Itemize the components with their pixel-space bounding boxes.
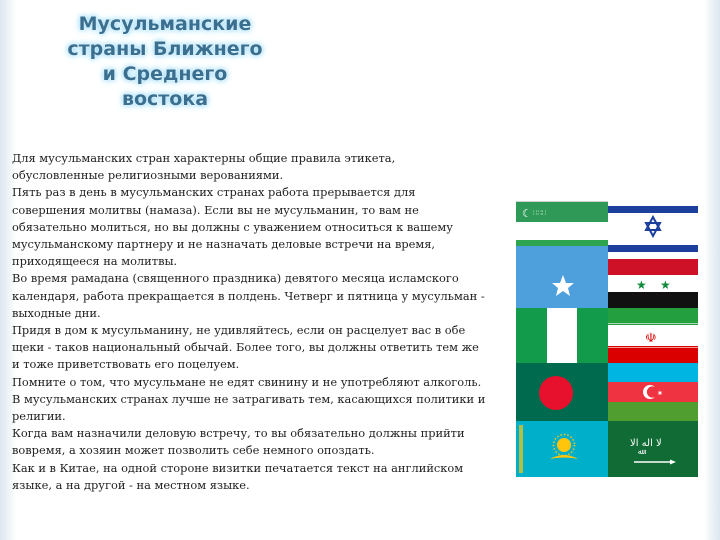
slide-title (40, 12, 290, 112)
azerbaijan-flag (608, 363, 698, 421)
svg-text:★: ★ (660, 278, 671, 292)
paragraph: Когда вам назначили деловую встречу, то вы обязательно должны прийти вовремя, а хозяин может позволить себе немного опоздать. (12, 426, 465, 458)
paragraph: Помните о том, что мусульмане не едят свинину и не употребляют алкоголь. (12, 374, 482, 389)
somalia-flag (516, 240, 608, 308)
title-line: востока (121, 88, 209, 110)
nigeria-flag (516, 308, 608, 363)
paragraph: Для мусульманских стран характерны общие правила этикета, обусловленные религиозными верованиями. (12, 151, 396, 183)
svg-text:∷∷∷: ∷∷∷ (533, 209, 547, 217)
slide-body-text (12, 150, 490, 494)
paragraph: Придя в дом к мусульманину, не удивляйтесь, если он расцелует вас в обе щеки - таков национальный обычай. Более того, вы должны ответить тем же и тоже приветствовать его поцелуем. (12, 323, 479, 372)
kazakhstan-flag (516, 421, 608, 477)
paragraph: Пять раз в день в мусульманских странах работа прерывается для совершения молитвы (намаза). Если вы не мусульманин, то вам не обязательно молиться, но вы должны с уважением относиться к вашему мусульманскому партнеру и не назначать деловые встречи на время, приходящееся на молитвы. (12, 185, 453, 269)
svg-text:ﻻ ﺍﻟﻪ ﺍﻻ: ﻻ ﺍﻟﻪ ﺍﻻ (630, 438, 662, 449)
right-edge-decoration (704, 0, 720, 540)
svg-text:★: ★ (636, 278, 647, 292)
flags-collage (516, 201, 698, 477)
israel-flag (608, 201, 698, 259)
title-line: Мусульманские (78, 13, 252, 35)
turkmenistan-flag (516, 201, 608, 240)
paragraph: Во время рамадана (священного праздника) девятого месяца исламского календаря, работа прекращается в полдень. Четверг и пятница у мусульман - выходные дни. (12, 271, 485, 320)
svg-text:ﷲ: ﷲ (638, 448, 643, 456)
svg-text:☫: ☫ (645, 331, 657, 346)
title-line: страны Ближнего (67, 38, 263, 60)
syria-flag (608, 259, 698, 308)
paragraph: Как и в Китае, на одной стороне визитки печатается текст на английском языке, а на другой - на местном языке. (12, 460, 464, 492)
svg-text:✷: ✷ (657, 389, 663, 398)
svg-text:☾: ☾ (522, 207, 532, 220)
paragraph: В мусульманских странах лучше не затрагивать тем, касающихся политики и религии. (12, 391, 486, 424)
saudi-arabia-flag (608, 421, 698, 477)
bangladesh-flag (516, 363, 608, 421)
title-line: и Среднего (102, 63, 228, 85)
iran-flag (608, 308, 698, 363)
